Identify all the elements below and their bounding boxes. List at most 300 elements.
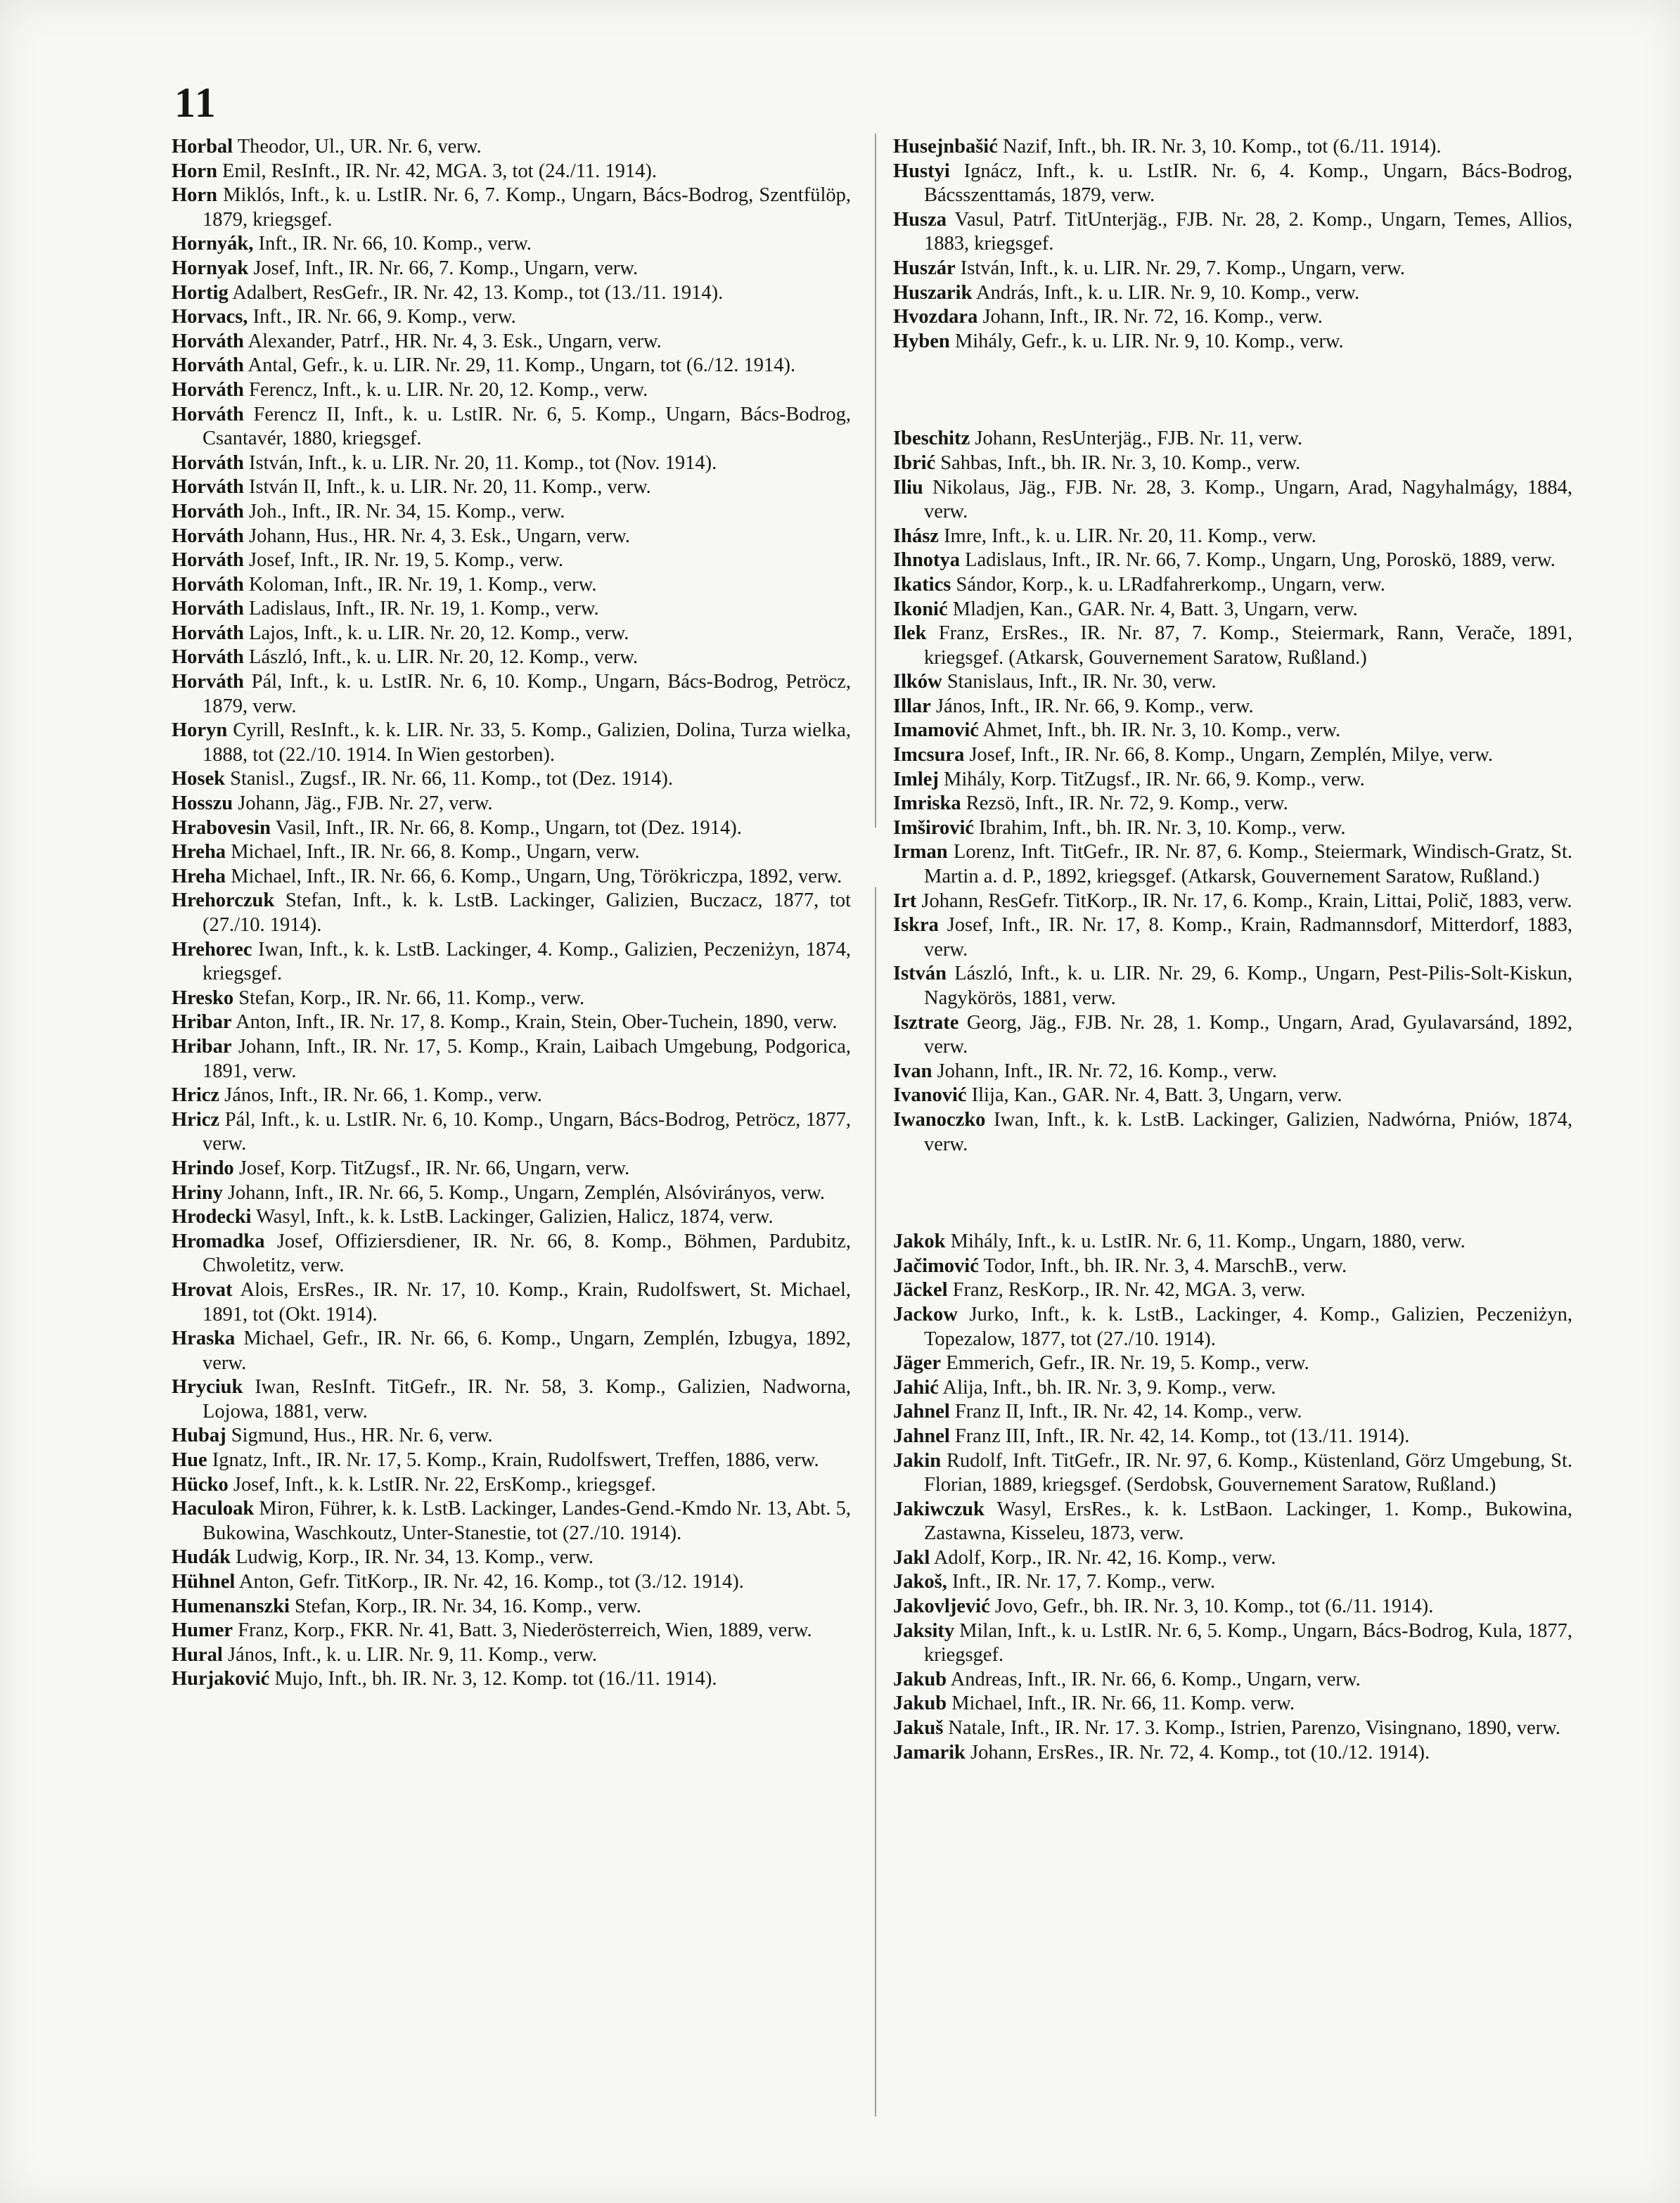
entry-surname: Hortig <box>172 281 229 304</box>
register-entry <box>172 719 851 767</box>
register-entry <box>893 889 1572 914</box>
entry-details: Johann, Inft., IR. Nr. 72, 16. Komp., verw. <box>982 306 1323 328</box>
register-entry <box>893 548 1572 573</box>
register-entry <box>893 1595 1572 1619</box>
entry-details: Johann, Jäg., FJB. Nr. 27, verw. <box>238 792 493 815</box>
entry-details: Ibrahim, Inft., bh. IR. Nr. 3, 10. Komp., verw. <box>979 816 1346 839</box>
entry-surname: Horyn <box>172 719 228 742</box>
entry-surname: Horváth <box>172 378 244 401</box>
entry-details: Todor, Inft., bh. IR. Nr. 3, 4. MarschB., verw. <box>983 1254 1347 1277</box>
entry-surname: Isztrate <box>893 1011 959 1034</box>
entry-surname: Horváth <box>172 598 244 620</box>
entry-surname: Hvozdara <box>893 306 978 328</box>
entry-details: Ludwig, Korp., IR. Nr. 34, 13. Komp., verw. <box>236 1546 594 1569</box>
entry-details: Emmerich, Gefr., IR. Nr. 19, 5. Komp., verw. <box>946 1352 1309 1375</box>
register-entry <box>893 281 1572 306</box>
entry-surname: Hrehorczuk <box>172 889 275 912</box>
register-entry <box>893 840 1572 889</box>
entry-surname: Hricz <box>172 1084 220 1107</box>
entry-details: Stefan, Korp., IR. Nr. 34, 16. Komp., verw. <box>295 1595 641 1617</box>
register-entry <box>172 1449 851 1473</box>
register-entry <box>172 403 851 451</box>
entry-surname: Hue <box>172 1449 207 1472</box>
register-entry <box>172 232 851 257</box>
entry-details: Sigmund, Hus., HR. Nr. 6, verw. <box>231 1425 493 1447</box>
register-entry <box>172 622 851 646</box>
entry-surname: Huszár <box>893 257 956 279</box>
register-entry <box>172 573 851 598</box>
entry-surname: Haculoak <box>172 1498 255 1520</box>
entry-surname: Horn <box>172 184 217 207</box>
entry-surname: Husza <box>893 208 947 231</box>
entry-details: Iwan, Inft., k. k. LstB. Lackinger, 4. Komp., Galizien, Peczeniżyn, 1874, kriegsgef. <box>203 938 851 985</box>
entry-details: Alija, Inft., bh. IR. Nr. 3, 9. Komp., verw. <box>942 1376 1276 1399</box>
register-entry <box>893 1060 1572 1084</box>
entry-details: Franz, Korp., FKR. Nr. 41, Batt. 3, Niederösterreich, Wien, 1889, verw. <box>238 1619 812 1642</box>
entry-surname: Ihnotya <box>893 549 961 572</box>
entry-details: Josef, Inft., IR. Nr. 19, 5. Komp., verw. <box>249 549 564 572</box>
register-entry <box>172 305 851 330</box>
register-entry <box>172 1667 851 1692</box>
entry-surname: Horváth <box>172 476 244 499</box>
entry-surname: Jačimović <box>893 1254 979 1277</box>
entry-details: Inft., IR. Nr. 66, 9. Komp., verw. <box>252 306 516 328</box>
register-entry <box>172 378 851 403</box>
entry-details: Inft., IR. Nr. 17, 7. Komp., verw. <box>951 1571 1216 1593</box>
entry-details: Lajos, Inft., k. u. LIR. Nr. 20, 12. Komp., verw. <box>249 622 629 644</box>
register-entry <box>893 1108 1572 1157</box>
entry-details: Stanisl., Zugsf., IR. Nr. 66, 11. Komp., tot (Dez. 1914). <box>230 768 673 790</box>
register-entry <box>893 1084 1572 1108</box>
entry-details: Anton, Gefr. TitKorp., IR. Nr. 42, 16. Komp., tot (3./12. 1914). <box>238 1571 744 1593</box>
entry-surname: Hraska <box>172 1328 236 1350</box>
entry-details: Anton, Inft., IR. Nr. 17, 8. Komp., Krain, Stein, Ober-Tuchein, 1890, verw. <box>236 1011 838 1034</box>
register-entry <box>893 1668 1572 1693</box>
entry-surname: Jahnel <box>893 1425 950 1447</box>
entry-surname: Jäckel <box>893 1279 948 1302</box>
entry-surname: Hrabovesin <box>172 816 271 839</box>
entry-surname: Imlej <box>893 768 939 790</box>
entry-surname: Ibeschitz <box>893 428 970 450</box>
entry-details: Iwan, Inft., k. k. LstB. Lackinger, Galizien, Nadwórna, Pniów, 1874, verw. <box>924 1108 1572 1155</box>
entry-surname: Hurjaković <box>172 1668 270 1690</box>
entry-details: Ferencz II, Inft., k. u. LstIR. Nr. 6, 5. Komp., Ungarn, Bács-Bodrog, Csantavér, 1880, kriegsgef. <box>203 403 852 450</box>
entry-surname: Jamarik <box>893 1741 966 1764</box>
entry-details: Ferencz, Inft., k. u. LIR. Nr. 20, 12. Komp., verw. <box>249 378 648 401</box>
entry-details: Mihály, Inft., k. u. LstIR. Nr. 6, 11. Komp., Ungarn, 1880, verw. <box>950 1231 1466 1253</box>
entry-surname: Ilków <box>893 671 942 693</box>
entry-details: Georg, Jäg., FJB. Nr. 28, 1. Komp., Ungarn, Arad, Gyulavarsánd, 1892, verw. <box>924 1011 1573 1058</box>
register-entry <box>893 1254 1572 1279</box>
entry-surname: Hühnel <box>172 1571 236 1593</box>
entry-surname: Ivanović <box>893 1084 967 1107</box>
register-entry <box>172 1595 851 1619</box>
entry-surname: Hornyák, <box>172 233 254 255</box>
register-entry <box>172 548 851 573</box>
register-entry <box>172 1108 851 1157</box>
entry-surname: Jahić <box>893 1376 939 1399</box>
entry-surname: Jahnel <box>893 1401 950 1423</box>
register-entry <box>172 1084 851 1108</box>
entry-surname: Jakuš <box>893 1717 944 1740</box>
section-gap <box>893 354 1572 427</box>
entry-details: László, Inft., k. u. LIR. Nr. 29, 6. Komp., Ungarn, Pest-Pilis-Solt-Kiskun, Nagykörös, 1881, verw. <box>924 963 1572 1009</box>
register-entry <box>893 305 1572 330</box>
register-entry <box>893 1303 1572 1351</box>
entry-details: Mihály, Korp. TitZugsf., IR. Nr. 66, 9. Komp., verw. <box>944 768 1365 790</box>
entry-surname: Horváth <box>172 500 244 522</box>
entry-details: Johann, Inft., IR. Nr. 72, 16. Komp., verw. <box>937 1060 1277 1082</box>
register-entry <box>172 938 851 987</box>
entry-details: Johann, Inft., IR. Nr. 17, 5. Komp., Krain, Laibach Umgebung, Podgorica, 1891, verw. <box>203 1035 852 1082</box>
entry-surname: Jackow <box>893 1303 958 1325</box>
register-entry <box>893 1449 1572 1498</box>
entry-surname: Jakl <box>893 1546 930 1569</box>
entry-details: Jurko, Inft., k. k. LstB., Lackinger, 4. Komp., Galizien, Peczeniżyn, Topezalow, 1877, tot (27./10. 1914). <box>924 1303 1573 1350</box>
entry-surname: Hrindo <box>172 1157 234 1179</box>
entry-surname: Hyben <box>893 330 950 352</box>
entry-surname: Horváth <box>172 403 244 425</box>
register-entry <box>172 792 851 816</box>
entry-details: Emil, ResInft., IR. Nr. 42, MGA. 3, tot (24./11. 1914). <box>222 160 658 182</box>
entry-surname: Humenanszki <box>172 1595 290 1617</box>
block-j-entries <box>893 1230 1572 1765</box>
register-entry <box>893 1716 1572 1741</box>
entry-details: Josef, Korp. TitZugsf., IR. Nr. 66, Ungarn, verw. <box>238 1157 630 1179</box>
entry-details: Franz, ErsRes., IR. Nr. 87, 7. Komp., Steiermark, Rann, Verače, 1891, kriegsgef. (Atkarsk, Gouvernement Saratow, Rußland.) <box>924 622 1573 669</box>
register-entry <box>172 1230 851 1278</box>
entry-details: István, Inft., k. u. LIR. Nr. 20, 11. Komp., tot (Nov. 1914). <box>249 451 717 474</box>
entry-details: István II, Inft., k. u. LIR. Nr. 20, 11. Komp., verw. <box>249 476 651 499</box>
entry-surname: Horváth <box>172 525 244 547</box>
entry-surname: Horváth <box>172 646 244 669</box>
entry-details: János, Inft., k. u. LIR. Nr. 9, 11. Komp., verw. <box>227 1643 598 1666</box>
entry-details: Milan, Inft., k. u. LstIR. Nr. 6, 5. Komp., Ungarn, Bács-Bodrog, Kula, 1877, kriegsgef. <box>924 1619 1572 1666</box>
register-entry <box>172 987 851 1011</box>
register-entry <box>893 525 1572 549</box>
register-entry <box>893 208 1572 257</box>
entry-surname: Hubaj <box>172 1425 226 1447</box>
register-entry <box>172 1570 851 1595</box>
entry-surname: Irt <box>893 889 917 912</box>
register-entry <box>893 1498 1572 1546</box>
entry-surname: Iskra <box>893 914 939 937</box>
entry-surname: Hural <box>172 1643 223 1666</box>
entry-surname: Hücko <box>172 1473 229 1496</box>
entry-details: Wasyl, Inft., k. k. LstB. Lackinger, Galizien, Halicz, 1874, verw. <box>256 1206 774 1228</box>
entry-surname: Hrehorec <box>172 938 252 961</box>
entry-details: Antal, Gefr., k. u. LIR. Nr. 29, 11. Komp., Ungarn, tot (6./12. 1914). <box>248 354 796 377</box>
entry-surname: Ikonić <box>893 598 948 620</box>
entry-details: Josef, Inft., IR. Nr. 66, 8. Komp., Ungarn, Zemplén, Milye, verw. <box>969 744 1494 766</box>
left-column <box>172 135 851 1692</box>
register-entry <box>893 476 1572 525</box>
register-entry <box>893 573 1572 598</box>
register-entry <box>893 1011 1572 1060</box>
entry-details: Alexander, Patrf., HR. Nr. 4, 3. Esk., Ungarn, verw. <box>248 330 662 352</box>
entry-details: Stefan, Inft., k. k. LstB. Lackinger, Galizien, Buczacz, 1877, tot (27./10. 1914). <box>203 889 851 936</box>
entry-details: Pál, Inft., k. u. LstIR. Nr. 6, 10. Komp., Ungarn, Bács-Bodrog, Petröcz, 1879, verw. <box>203 671 852 717</box>
entry-surname: Humer <box>172 1619 233 1642</box>
entry-surname: Hosek <box>172 768 226 790</box>
register-entry <box>172 1205 851 1230</box>
entry-details: Michael, Inft., IR. Nr. 66, 8. Komp., Ungarn, verw. <box>231 841 640 863</box>
entry-details: Josef, Inft., IR. Nr. 17, 8. Komp., Krain, Radmannsdorf, Mitterdorf, 1883, verw. <box>924 914 1573 961</box>
entry-surname: Horn <box>172 160 217 182</box>
register-entry <box>172 1473 851 1498</box>
entry-surname: Horváth <box>172 330 244 352</box>
entry-details: Theodor, Ul., UR. Nr. 6, verw. <box>237 136 482 158</box>
entry-details: Adolf, Korp., IR. Nr. 42, 16. Komp., verw. <box>933 1546 1276 1569</box>
entry-details: Johann, ErsRes., IR. Nr. 72, 4. Komp., tot (10./12. 1914). <box>970 1741 1430 1764</box>
entry-surname: Imamović <box>893 719 979 742</box>
entry-surname: Imriska <box>893 792 961 815</box>
entry-details: Lorenz, Inft. TitGefr., IR. Nr. 87, 6. Komp., Steiermark, Windisch-Gratz, St. Martin a. d. P., 1892, kriegsgef. (Atkarsk, Gouvernement Saratow, Rußland.) <box>924 841 1573 888</box>
entry-details: Inft., IR. Nr. 66, 10. Komp., verw. <box>258 233 532 255</box>
register-entry <box>172 354 851 378</box>
register-entry <box>172 1546 851 1570</box>
register-entry <box>893 1400 1572 1425</box>
entry-surname: Jakiwczuk <box>893 1498 985 1520</box>
entry-details: Miron, Führer, k. k. LstB. Lackinger, Landes-Gend.-Kmdo Nr. 13, Abt. 5, Bukowina, Waschkoutz, Unter-Stanestie, tot (27./10. 1914). <box>203 1498 851 1544</box>
entry-details: Ignatz, Inft., IR. Nr. 17, 5. Komp., Krain, Rudolfswert, Treffen, 1886, verw. <box>212 1449 819 1472</box>
entry-surname: Horváth <box>172 573 244 596</box>
entry-details: Imre, Inft., k. u. LIR. Nr. 20, 11. Komp., verw. <box>944 525 1316 547</box>
entry-surname: Hrovat <box>172 1278 233 1301</box>
register-entry <box>172 1278 851 1327</box>
register-entry <box>893 792 1572 816</box>
block-i-entries <box>893 427 1572 1157</box>
register-entry <box>893 598 1572 622</box>
register-entry <box>172 160 851 184</box>
entry-surname: Horváth <box>172 671 244 693</box>
entry-details: Josef, Inft., k. k. LstIR. Nr. 22, ErsKomp., kriegsgef. <box>233 1473 656 1496</box>
register-entry <box>172 1327 851 1375</box>
entry-details: Mujo, Inft., bh. IR. Nr. 3, 12. Komp. tot (16./11. 1914). <box>274 1668 717 1690</box>
entry-surname: Jaksity <box>893 1619 955 1642</box>
register-entry <box>172 1497 851 1546</box>
entry-surname: Ivan <box>893 1060 932 1082</box>
entry-details: Josef, Offiziersdiener, IR. Nr. 66, 8. Komp., Böhmen, Pardubitz, Chwoletitz, verw. <box>203 1230 851 1277</box>
entry-details: Rezsö, Inft., IR. Nr. 72, 9. Komp., verw. <box>966 792 1288 815</box>
entry-details: Johann, Hus., HR. Nr. 4, 3. Esk., Ungarn, verw. <box>249 525 631 547</box>
entry-details: Michael, Inft., IR. Nr. 66, 11. Komp. verw. <box>951 1693 1295 1715</box>
register-entry <box>893 670 1572 695</box>
entry-details: Koloman, Inft., IR. Nr. 19, 1. Komp., verw. <box>249 573 597 596</box>
right-column <box>893 135 1572 1765</box>
entry-surname: Ilek <box>893 622 927 645</box>
entry-surname: Jakin <box>893 1449 942 1472</box>
register-entry <box>893 1376 1572 1401</box>
register-entry <box>172 670 851 719</box>
entry-surname: Ihász <box>893 525 939 547</box>
entry-surname: Hreha <box>172 841 226 863</box>
entry-surname: Hudák <box>172 1546 231 1569</box>
entry-details: Franz, ResKorp., IR. Nr. 42, MGA. 3, verw. <box>952 1279 1306 1302</box>
entry-surname: Hosszu <box>172 792 233 815</box>
entry-surname: István <box>893 963 947 985</box>
entry-surname: Horbal <box>172 136 233 158</box>
register-entry <box>172 475 851 500</box>
entry-details: János, Inft., IR. Nr. 66, 1. Komp., verw. <box>224 1084 542 1107</box>
entry-surname: Hustyi <box>893 160 950 182</box>
register-entry <box>893 1278 1572 1303</box>
entry-details: Franz III, Inft., IR. Nr. 42, 14. Komp., tot (13./11. 1914). <box>954 1425 1410 1447</box>
register-entry <box>893 768 1572 792</box>
register-entry <box>172 1643 851 1668</box>
entry-details: Rudolf, Inft. TitGefr., IR. Nr. 97, 6. Komp., Küstenland, Görz Umgebung, St. Florian, 1889, kriegsgef. (Serdobsk, Gouvernement Saratow, Rußland.) <box>924 1449 1573 1496</box>
entry-details: Jovo, Gefr., bh. IR. Nr. 3, 10. Komp., tot (6./11. 1914). <box>994 1595 1434 1618</box>
entry-details: Mihály, Gefr., k. u. LIR. Nr. 9, 10. Komp., verw. <box>954 330 1344 352</box>
register-entry <box>893 695 1572 719</box>
entry-details: Vasul, Patrf. TitUnterjäg., FJB. Nr. 28, 2. Komp., Ungarn, Temes, Allios, 1883, kriegsgef. <box>924 208 1572 255</box>
entry-details: István, Inft., k. u. LIR. Nr. 29, 7. Komp., Ungarn, verw. <box>960 257 1405 279</box>
entry-details: Joh., Inft., IR. Nr. 34, 15. Komp., verw. <box>249 500 565 522</box>
register-entry <box>172 1375 851 1424</box>
entry-surname: Hriny <box>172 1181 223 1204</box>
entry-surname: Jakub <box>893 1668 947 1690</box>
register-entry <box>172 135 851 160</box>
page-number: 11 <box>174 79 217 126</box>
entry-surname: Horvacs, <box>172 306 248 328</box>
entry-surname: Jakovljević <box>893 1595 990 1618</box>
entry-surname: Illar <box>893 695 931 717</box>
register-entry <box>172 330 851 354</box>
entry-details: Ignácz, Inft., k. u. LstIR. Nr. 6, 4. Komp., Ungarn, Bács-Bodrog, Bácsszenttamás, 1879, verw. <box>924 160 1573 207</box>
entry-details: Michael, Inft., IR. Nr. 66, 6. Komp., Ungarn, Ung, Törökriczpa, 1892, verw. <box>231 865 842 887</box>
register-entry <box>893 1619 1572 1668</box>
entry-details: Ladislaus, Inft., IR. Nr. 19, 1. Komp., verw. <box>249 598 599 620</box>
entry-details: Alois, ErsRes., IR. Nr. 17, 10. Komp., Krain, Rudolfswert, St. Michael, 1891, tot (Okt. 1914). <box>203 1278 851 1325</box>
register-entry <box>172 840 851 865</box>
register-entry <box>893 1425 1572 1449</box>
entry-surname: Hribar <box>172 1035 232 1058</box>
entry-details: Sándor, Korp., k. u. LRadfahrerkomp., Ungarn, verw. <box>956 573 1385 596</box>
register-entry <box>172 1181 851 1206</box>
section-gap <box>893 1157 1572 1230</box>
entry-details: Stanislaus, Inft., IR. Nr. 30, verw. <box>947 671 1217 693</box>
register-entry <box>172 816 851 841</box>
entry-surname: Irman <box>893 841 948 863</box>
entry-details: Iwan, ResInft. TitGefr., IR. Nr. 58, 3. Komp., Galizien, Nadworna, Lojowa, 1881, verw. <box>203 1376 851 1422</box>
entry-surname: Hribar <box>172 1011 232 1034</box>
entry-details: Michael, Gefr., IR. Nr. 66, 6. Komp., Ungarn, Zemplén, Izbugya, 1892, verw. <box>203 1328 852 1374</box>
entry-details: Vasil, Inft., IR. Nr. 66, 8. Komp., Ungarn, tot (Dez. 1914). <box>275 816 742 839</box>
entry-surname: Iliu <box>893 476 923 499</box>
entry-surname: Hricz <box>172 1108 220 1131</box>
entry-details: Ilija, Kan., GAR. Nr. 4, Batt. 3, Ungarn, verw. <box>971 1084 1342 1107</box>
entry-details: Ladislaus, Inft., IR. Nr. 66, 7. Komp., Ungarn, Ung, Poroskö, 1889, verw. <box>965 549 1556 572</box>
entry-surname: Husejnbašić <box>893 136 998 158</box>
entry-details: János, Inft., IR. Nr. 66, 9. Komp., verw. <box>935 695 1254 717</box>
register-entry <box>172 889 851 937</box>
entry-details: Johann, Inft., IR. Nr. 66, 5. Komp., Ungarn, Zemplén, Alsóvirányos, verw. <box>227 1181 826 1204</box>
entry-surname: Jakoš, <box>893 1571 947 1593</box>
entry-surname: Ibrić <box>893 451 936 474</box>
register-entry <box>893 1570 1572 1595</box>
entry-surname: Hrodecki <box>172 1206 252 1228</box>
entry-details: Cyrill, ResInft., k. k. LIR. Nr. 33, 5. Komp., Galizien, Dolina, Turza wielka, 1888, tot (22./10. 1914. In Wien gestorben). <box>203 719 851 766</box>
entry-surname: Horváth <box>172 549 244 572</box>
entry-details: Natale, Inft., IR. Nr. 17. 3. Komp., Istrien, Parenzo, Visingnano, 1890, verw. <box>948 1717 1560 1740</box>
entry-surname: Imcsura <box>893 744 965 766</box>
register-entry <box>172 767 851 792</box>
register-entry <box>893 160 1572 208</box>
register-entry <box>172 525 851 549</box>
entry-details: Sahbas, Inft., bh. IR. Nr. 3, 10. Komp., verw. <box>940 451 1301 474</box>
entry-surname: Hreha <box>172 865 226 887</box>
register-entry <box>893 1351 1572 1376</box>
entry-surname: Hornyak <box>172 257 249 279</box>
register-entry <box>172 184 851 232</box>
entry-details: Nikolaus, Jäg., FJB. Nr. 28, 3. Komp., Ungarn, Arad, Nagyhalmágy, 1884, verw. <box>924 476 1572 523</box>
entry-details: Adalbert, ResGefr., IR. Nr. 42, 13. Komp., tot (13./11. 1914). <box>232 281 724 304</box>
register-entry <box>172 1035 851 1084</box>
entry-surname: Jakub <box>893 1693 947 1715</box>
entry-details: Miklós, Inft., k. u. LstIR. Nr. 6, 7. Komp., Ungarn, Bács-Bodrog, Szentfülöp, 1879, kriegsgef. <box>203 184 851 231</box>
register-entry <box>893 816 1572 841</box>
entry-details: László, Inft., k. u. LIR. Nr. 20, 12. Komp., verw. <box>249 646 639 669</box>
entry-details: Nazif, Inft., bh. IR. Nr. 3, 10. Komp., tot (6./11. 1914). <box>1003 136 1442 158</box>
entry-details: Wasyl, ErsRes., k. k. LstBaon. Lackinger, 1. Komp., Bukowina, Zastawna, Kisseleu, 1873, verw. <box>924 1498 1572 1545</box>
register-entry <box>172 451 851 476</box>
register-entry <box>172 257 851 281</box>
register-entry <box>172 865 851 889</box>
entry-surname: Hromadka <box>172 1230 265 1252</box>
entry-surname: Jäger <box>893 1352 942 1375</box>
register-entry <box>172 1157 851 1181</box>
entry-surname: Horváth <box>172 622 244 644</box>
entry-details: András, Inft., k. u. LIR. Nr. 9, 10. Komp., verw. <box>976 281 1360 304</box>
register-entry <box>172 1619 851 1643</box>
register-entry <box>893 743 1572 768</box>
register-entry <box>172 281 851 306</box>
entry-surname: Huszarik <box>893 281 973 304</box>
register-entry <box>893 135 1572 160</box>
entry-details: Ahmet, Inft., bh. IR. Nr. 3, 10. Komp., verw. <box>982 719 1341 742</box>
register-entry <box>893 1692 1572 1716</box>
register-entry <box>893 427 1572 451</box>
register-entry <box>893 719 1572 743</box>
entry-details: Pál, Inft., k. u. LstIR. Nr. 6, 10. Komp., Ungarn, Bács-Bodrog, Petröcz, 1877, verw. <box>203 1108 851 1155</box>
entry-details: Franz II, Inft., IR. Nr. 42, 14. Komp., verw. <box>954 1401 1302 1423</box>
block-h-entries <box>893 135 1572 354</box>
register-entry <box>893 330 1572 354</box>
register-entry <box>893 1741 1572 1766</box>
entry-details: Johann, ResGefr. TitKorp., IR. Nr. 17, 6. Komp., Krain, Littai, Polič, 1883, verw. <box>921 889 1572 912</box>
entry-details: Andreas, Inft., IR. Nr. 66, 6. Komp., Ungarn, verw. <box>950 1668 1361 1690</box>
entry-surname: Ikatics <box>893 573 951 596</box>
register-entry <box>893 257 1572 281</box>
column-divider <box>875 134 876 2117</box>
entry-surname: Horváth <box>172 451 244 474</box>
entry-details: Stefan, Korp., IR. Nr. 66, 11. Komp., verw. <box>238 987 585 1009</box>
register-entry <box>172 500 851 525</box>
register-entry <box>893 622 1572 670</box>
register-entry <box>893 962 1572 1010</box>
register-entry <box>172 646 851 670</box>
entry-surname: Jakok <box>893 1231 946 1253</box>
entry-surname: Horváth <box>172 354 244 377</box>
register-entry <box>893 1546 1572 1571</box>
register-entry <box>893 451 1572 476</box>
entry-surname: Imširović <box>893 816 975 839</box>
register-entry <box>893 913 1572 962</box>
entry-surname: Iwanoczko <box>893 1108 986 1131</box>
entry-surname: Hryciuk <box>172 1376 243 1399</box>
entry-details: Mladjen, Kan., GAR. Nr. 4, Batt. 3, Ungarn, verw. <box>952 598 1358 620</box>
entry-details: Johann, ResUnterjäg., FJB. Nr. 11, verw. <box>975 428 1303 450</box>
